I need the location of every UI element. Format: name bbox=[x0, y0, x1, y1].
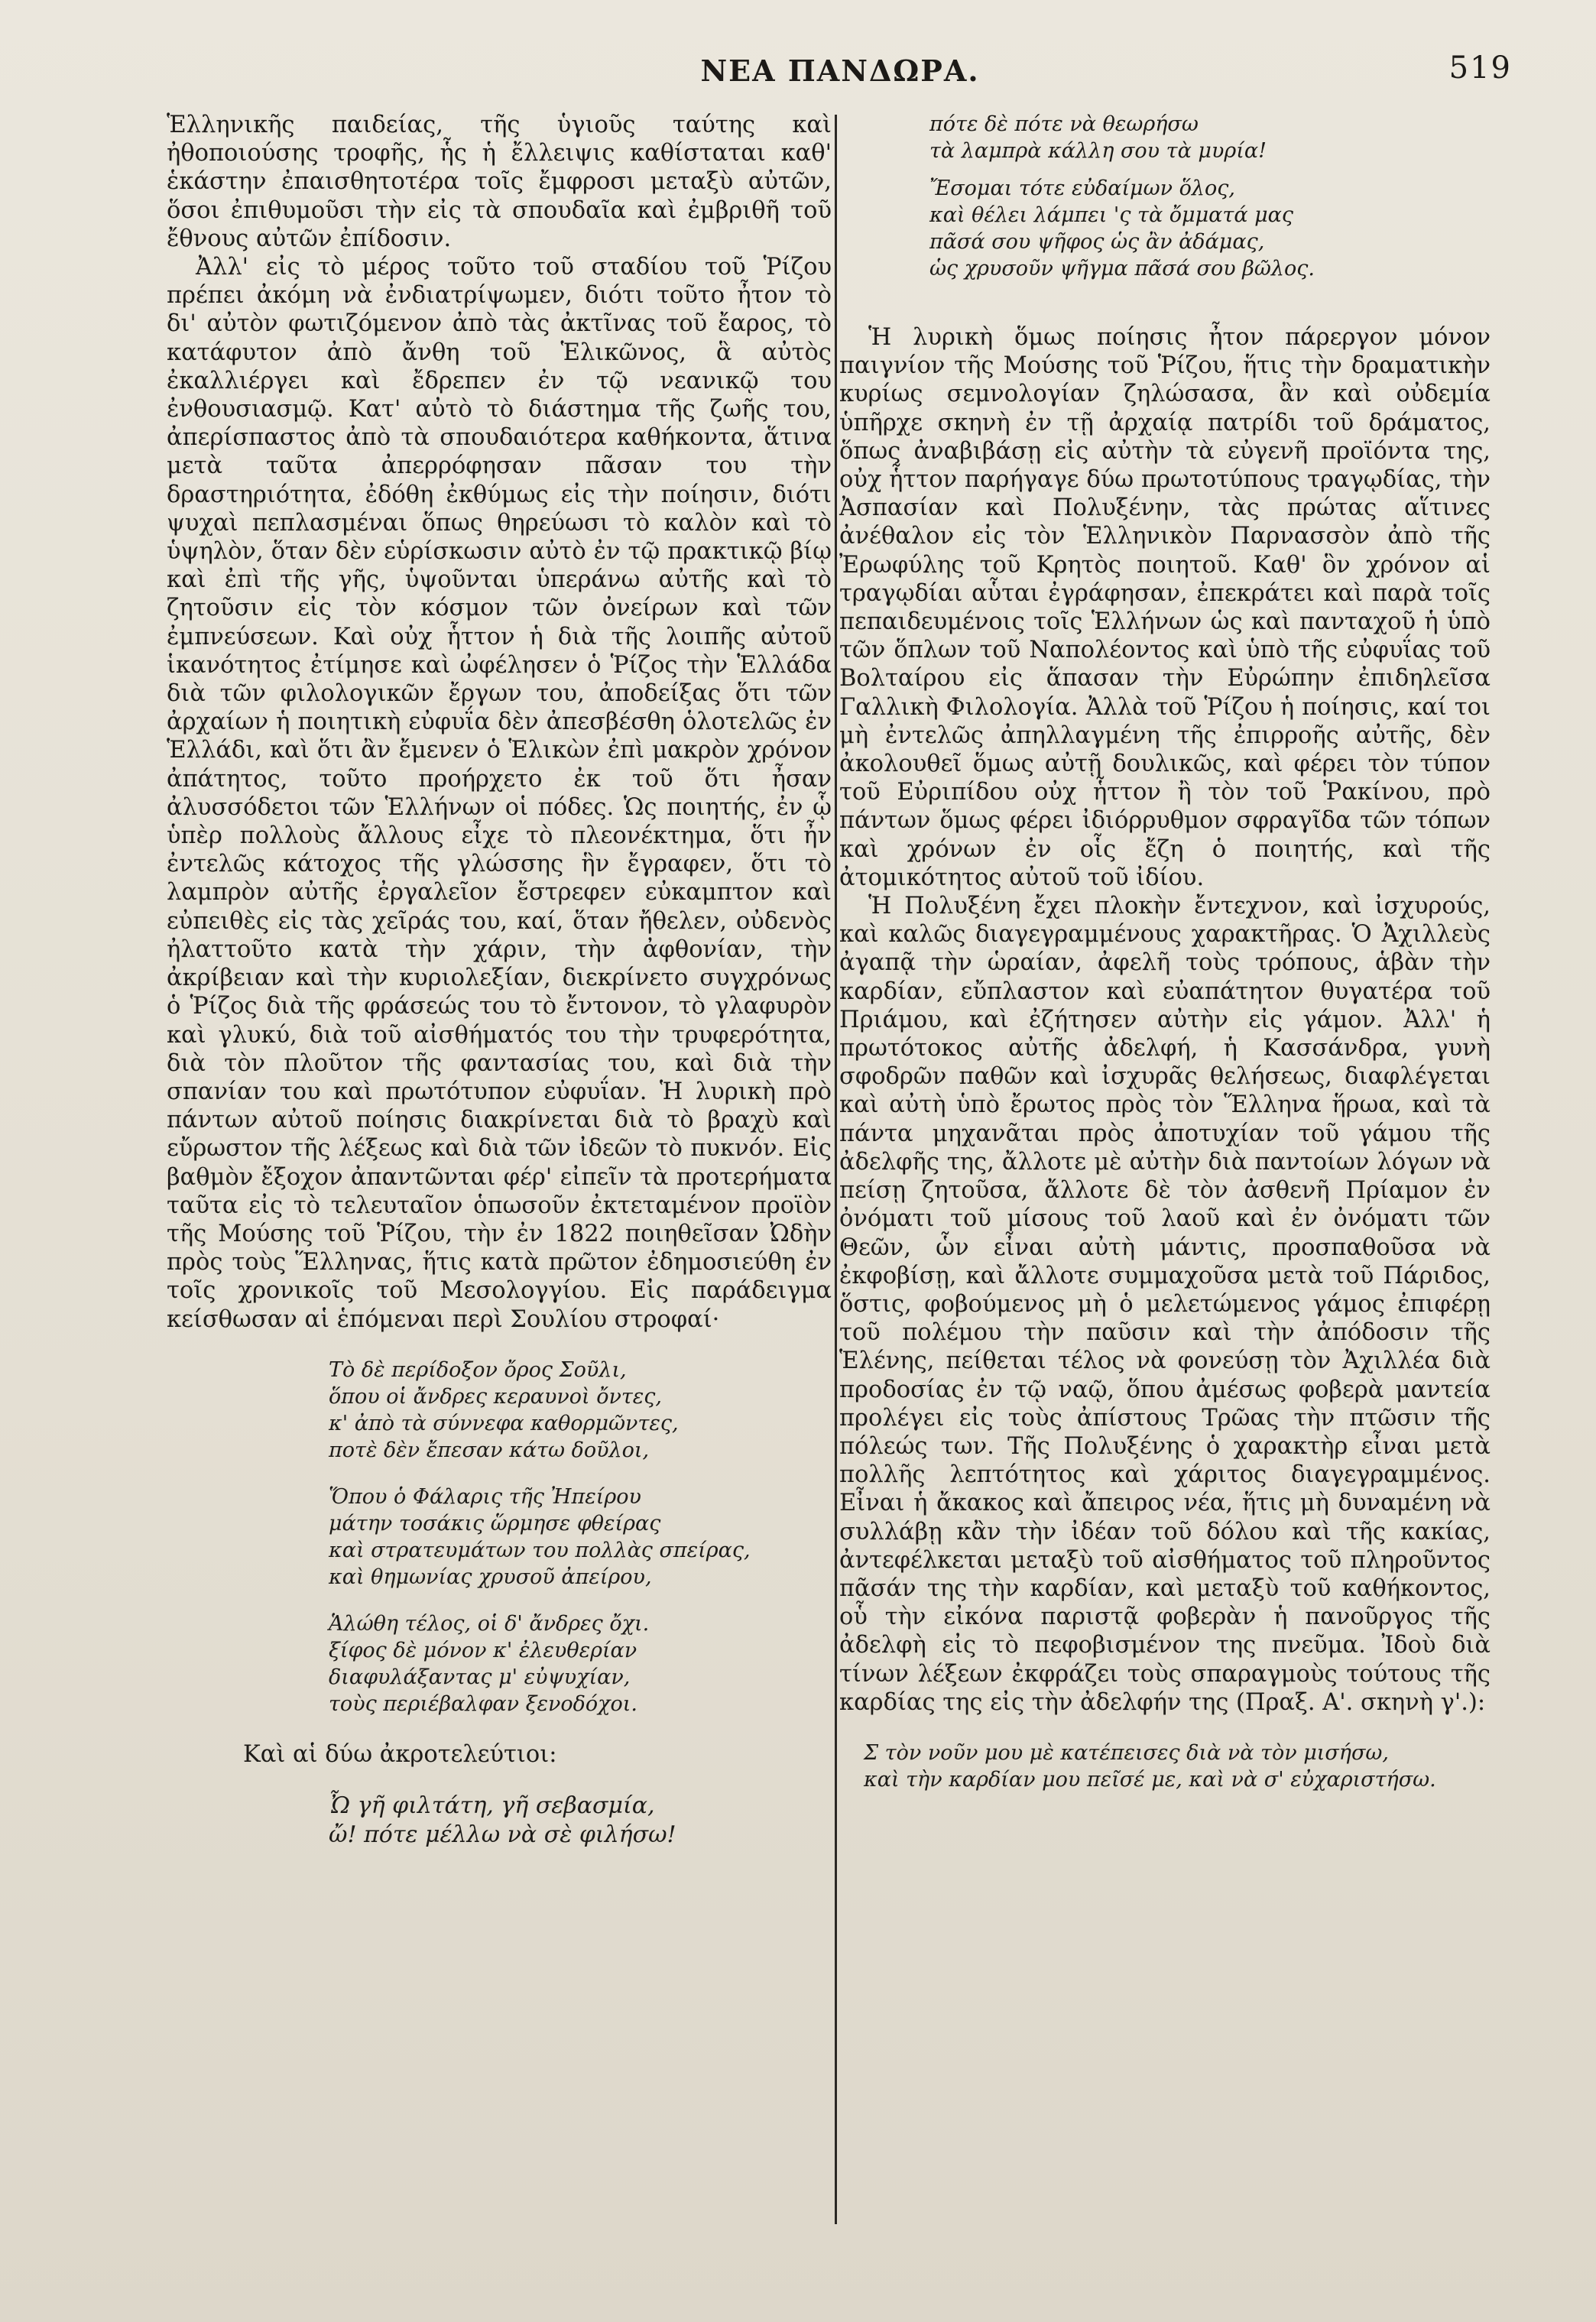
page-number: 519 bbox=[1448, 50, 1512, 86]
verse-line: ὅπου οἱ ἄνδρες κεραυνοὶ ὄντες, bbox=[329, 1384, 662, 1409]
verse-line: Ἁλώθη τέλος, οἱ δ' ἄνδρες ὄχι. bbox=[329, 1611, 650, 1636]
verse-line: Τὸ δὲ περίδοξον ὄρος Σοῦλι, bbox=[329, 1357, 627, 1382]
verse-line: διαφυλάξαντας μ' εὐψυχίαν, bbox=[329, 1665, 631, 1689]
verse-line: Ὦ γῆ φιλτάτη, γῆ σεβασμία, bbox=[329, 1792, 655, 1819]
stanza-gap bbox=[929, 164, 1491, 175]
left-paragraph-1: Ἑλληνικῆς παιδείας, τῆς ὑγιοῦς ταύτης καὶ ἠθοποιούσης τροφῆς, ἧς ἡ ἔλλειψις καθίσταται καθ' ἑκάστην ἐπαισθητοτέρα τοῖς ἔμφροσι μεταξὺ αὐτῶν, ὅσοι ἐπιθυμοῦσι τὴν εἰς τὰ σπουδαῖα καὶ ἐμβριθῆ τοῦ ἔθνους αὐτῶν ἐπίδοσιν. bbox=[167, 112, 832, 252]
running-title: ΝΕΑ ΠΑΝΔΩΡΑ. bbox=[700, 54, 980, 88]
verse-line: Σ τὸν νοῦν μου μὲ κατέπεισες διὰ νὰ τὸν μισήσω, bbox=[864, 1740, 1390, 1765]
verse-line: κ' ἀπὸ τὰ σύννεφα καθορμῶντες, bbox=[329, 1411, 679, 1435]
souli-verse bbox=[329, 1357, 832, 1717]
verse-line: καὶ θημωνίας χρυσοῦ ἀπείρου, bbox=[329, 1565, 652, 1589]
verse-line: τοὺς περιέβαλφαν ξενοδόχοι. bbox=[329, 1691, 637, 1716]
verse-line: καὶ στρατευμάτων του πολλὰς σπείρας, bbox=[329, 1538, 751, 1562]
stanza-gap bbox=[329, 1591, 832, 1610]
page-header bbox=[168, 50, 1512, 99]
verse-line: καὶ τὴν καρδίαν μου πεῖσέ με, καὶ νὰ σ' εὐχαριστήσω. bbox=[864, 1767, 1436, 1792]
verse-line: ξίφος δὲ μόνον κ' ἐλευθερίαν bbox=[329, 1638, 637, 1662]
right-paragraph-1: Ἡ λυρικὴ ὅμως ποίησις ἦτον πάρεργον μόνον παιγνίον τῆς Μούσης τοῦ Ῥίζου, ἥτις τὴν δραματικὴν κυρίως σεμνολογίαν ζηλώσασα, ἂν καὶ οὐδεμία ὑπῆρχε σκηνὴ ἐν τῇ ἀρχαίᾳ πατρίδι τοῦ δράματος, ὅπως ἀναβιβάσῃ εἰς αὐτὴν τὰ εὐγενῆ προϊόντα της, οὐχ ἧττον παρήγαγε δύω πρωτοτύπους τραγῳδίας, τὴν Ἀσπασίαν καὶ Πολυξένην, τὰς πρώτας αἵτινες ἀνέθαλον εἰς τὸν Ἑλληνικὸν Παρνασσὸν ἀπὸ τῆς Ἐρωφύλης τοῦ Κρητὸς ποιητοῦ. Καθ' ὃν χρόνον αἱ τραγῳδίαι αὗται ἐγράφησαν, ἐπεκράτει καὶ παρὰ τοῖς πεπαιδευμένοις τοῖς Ἑλλήνων ὡς καὶ πανταχοῦ ἡ ὑπὸ τῶν ὅπλων τοῦ Ναπολέοντος καὶ ὑπὸ τῆς εὐφυΐας τοῦ Βολταίρου εἰς ἅπασαν τὴν Εὐρώπην ἐπιδηλεῖσα Γαλλικὴ Φιλολογία. Ἀλλὰ τοῦ Ῥίζου ἡ ποίησις, καί τοι μὴ ἐντελῶς ἀπηλλαγμένη τῆς ἐπιρροῆς αὐτῆς, δὲν ἀκολουθεῖ ὅμως αὐτῇ δουλικῶς, καὶ φέρει τὸν τύπον τοῦ Εὐριπίδου οὐχ ἧττον ἢ τὸν τοῦ Ῥακίνου, πρὸ πάντων ὅμως φέρει ἰδιόρρυθμον σφραγῖδα τῶν τόπων καὶ χρόνων ἐν οἷς ἔζη ὁ ποιητής, καὶ τῆς ἀτομικότητος αὐτοῦ τοῦ ἰδίου. bbox=[839, 324, 1491, 891]
verse-line: μάτην τοσάκις ὥρμησε φθείρας bbox=[329, 1511, 661, 1536]
verse-bottom bbox=[864, 1740, 1491, 1793]
closing-intro: Καὶ αἱ δύω ἀκροτελεύτιοι: bbox=[243, 1740, 557, 1768]
stanza-gap bbox=[329, 1464, 832, 1484]
verse-line: τὰ λαμπρὰ κάλλη σου τὰ μυρία! bbox=[929, 139, 1267, 163]
verse-line: Ὅπου ὁ Φάλαρις τῆς Ἠπείρου bbox=[329, 1484, 641, 1509]
verse-line: ὡς χρυσοῦν ψῆγμα πᾶσά σου βῶλος. bbox=[929, 257, 1315, 281]
verse-line: πᾶσά σου ψῆφος ὡς ἂν ἀδάμας, bbox=[929, 230, 1265, 254]
verse-line: ὤ! πότε μέλλω νὰ σὲ φιλήσω! bbox=[329, 1821, 676, 1848]
column-rule bbox=[835, 115, 837, 2224]
right-column bbox=[839, 111, 1491, 1793]
left-paragraph-2: Ἀλλ' εἰς τὸ μέρος τοῦτο τοῦ σταδίου τοῦ Ῥίζου πρέπει ἀκόμη νὰ ἐνδιατρίψωμεν, διότι τοῦτο ἦτον τὸ δι' αὐτὸν φωτιζόμενον ἀπὸ τὰς ἀκτῖνας τοῦ ἔαρος, τὸ κατάφυτον ἀπὸ ἄνθη τοῦ Ἑλικῶνος, ἃ αὐτὸς ἐκαλλιέργει καὶ ἔδρεπεν ἐν τῷ νεανικῷ του ἐνθουσιασμῷ. Κατ' αὐτὸ τὸ διάστημα τῆς ζωῆς του, ἀπερίσπαστος ἀπὸ τὰ σπουδαιότερα καθήκοντα, ἅτινα μετὰ ταῦτα ἀπερρόφησαν πᾶσαν του τὴν δραστηριότητα, ἐδόθη ἐκθύμως εἰς τὴν ποίησιν, διότι ψυχαὶ πεπλασμέναι ὅπως θηρεύωσι τὸ καλὸν καὶ τὸ ὑψηλὸν, ὅταν δὲν εὑρίσκωσιν αὐτὸ ἐν τῷ πρακτικῷ βίῳ καὶ ἐπὶ τῆς γῆς, ὑψοῦνται ὑπεράνω αὐτῆς καὶ τὸ ζητοῦσιν εἰς τὸν κόσμον τῶν ὀνείρων καὶ τῶν ἐμπνεύσεων. Καὶ οὐχ ἧττον ἡ διὰ τῆς λοιπῆς αὐτοῦ ἱκανότητος ἐτίμησε καὶ ὠφέλησεν ὁ Ῥίζος τὴν Ἑλλάδα διὰ τῶν φιλολογικῶν ἔργων του, ἀποδείξας ὅτι τῶν ἀρχαίων ἡ ποιητικὴ εὐφυΐα δὲν ἀπεσβέσθη ὁλοτελῶς ἐν Ἑλλάδι, καὶ ὅτι ἂν ἔμενεν ὁ Ἑλικὼν ἐπὶ μακρὸν χρόνον ἀπάτητος, τοῦτο προήρχετο ἐκ τοῦ ὅτι ἦσαν ἀλυσσόδετοι τῶν Ἑλλήνων οἱ πόδες. Ὡς ποιητής, ἐν ᾧ ὑπὲρ πολλοὺς ἄλλους εἶχε τὸ πλεονέκτημα, ὅτι ἦν ἐντελῶς κάτοχος τῆς γλώσσης ἣν ἔγραφεν, ὅτι τὸ λαμπρὸν αὐτῆς ἐργαλεῖον ἔστρεφεν εὐκαμπτον καὶ εὐπειθὲς εἰς τὰς χεῖράς του, καί, ὅταν ἤθελεν, οὐδενὸς ἠλαττοῦτο κατὰ τὴν χάριν, τὴν ἀφθονίαν, τὴν ἀκρίβειαν καὶ τὴν κυριολεξίαν, διεκρίνετο συγχρόνως ὁ Ῥίζος διὰ τῆς φράσεώς του τὸ ἔντονον, τὸ γλαφυρὸν καὶ γλυκύ, διὰ τοῦ αἰσθήματός του τὴν τρυφερότητα, διὰ τὸν πλοῦτον τῆς φαντασίας του, καὶ διὰ τὴν σπανίαν του καὶ πρωτότυπον εὐφυΐαν. Ἡ λυρικὴ πρὸ πάντων αὐτοῦ ποίησις διακρίνεται διὰ τὸ βραχὺ καὶ εὔρωστον τῆς λέξεως καὶ διὰ τῶν ἰδεῶν τὸ πυκνόν. Εἰς βαθμὸν ἔξοχον ἀπαντῶνται φέρ' εἰπεῖν τὰ προτερήματα ταῦτα εἰς τὸ τελευταῖον ὁπωσοῦν ἐκτεταμένον προϊὸν τῆς Μούσης τοῦ Ῥίζου, τὴν ἐν 1822 ποιηθεῖσαν Ὠδὴν πρὸς τοὺς Ἕλληνας, ἥτις κατὰ πρῶτον ἐδημοσιεύθη ἐν τοῖς χρονικοῖς τοῦ Μεσολογγίου. Εἰς παράδειγμα κείσθωσαν αἱ ἑπόμεναι περὶ Σουλίου στροφαί· bbox=[167, 254, 832, 1333]
verse-line: ποτὲ δὲν ἔπεσαν κάτω δοῦλοι, bbox=[329, 1438, 650, 1462]
closing-verse bbox=[329, 1792, 832, 1850]
left-column bbox=[167, 111, 832, 1850]
verse-line: Ἔσομαι τότε εὐδαίμων ὅλος, bbox=[929, 177, 1235, 200]
verse-line: πότε δὲ πότε νὰ θεωρήσω bbox=[929, 112, 1199, 136]
verse-line: καὶ θέλει λάμπει 'ς τὰ ὄμματά μας bbox=[929, 203, 1294, 227]
right-paragraph-2: Ἡ Πολυξένη ἔχει πλοκὴν ἔντεχνον, καὶ ἰσχυρούς, καὶ καλῶς διαγεγραμμένους χαρακτῆρας. Ὁ Ἀχιλλεὺς ἀγαπᾷ τὴν ὡραίαν, ἀφελῆ τοὺς τρόπους, ἁβὰν τὴν καρδίαν, εὔπλαστον καὶ εὐαπάτητον θυγατέρα τοῦ Πριάμου, καὶ ἐζήτησεν αὐτὴν εἰς γάμον. Ἀλλ' ἡ πρωτότοκος αὐτῆς ἀδελφή, ἡ Κασσάνδρα, γυνὴ σφοδρῶν παθῶν καὶ ἰσχυρᾶς θελήσεως, διαφλέγεται καὶ αὐτὴ ὑπὸ ἔρωτος πρὸς τὸν Ἕλληνα ἥρωα, καὶ τὰ πάντα μηχανᾶται πρὸς ἀποτυχίαν τοῦ γάμου τῆς ἀδελφῆς της, ἄλλοτε μὲ αὐτὴν διὰ παντοίων λόγων νὰ πείσῃ ζητοῦσα, ἄλλοτε δὲ τὸν ἀσθενῆ Πρίαμον ἐν ὀνόματι τοῦ μίσους τοῦ λαοῦ καὶ ἐν ὀνόματι τῶν Θεῶν, ὧν εἶναι αὐτὴ μάντις, προσπαθοῦσα νὰ ἐκφοβίσῃ, καὶ ἄλλοτε συμμαχοῦσα μετὰ τοῦ Πάριδος, ὅστις, φοβούμενος μὴ ὁ μελετώμενος γάμος ἐπιφέρῃ τοῦ πολέμου τὴν παῦσιν καὶ τὴν ἀπόδοσιν τῆς Ἑλένης, πείθεται τέλος νὰ φονεύσῃ τὸν Ἀχιλλέα διὰ προδοσίας ἐν τῷ ναῷ, ὅπου ἀμέσως φοβερὰ μαντεία προλέγει εἰς τοὺς ἀπίστους Τρῶας τὴν πτῶσιν τῆς πόλεώς των. Τῆς Πολυξένης ὁ χαρακτὴρ εἶναι μετὰ πολλῆς λεπτότητος καὶ χάριτος διαγεγραμμένος. Εἶναι ἡ ἄκακος καὶ ἄπειρος νέα, ἥτις μὴ δυναμένη νὰ συλλάβῃ κἂν τὴν ἰδέαν τοῦ δόλου καὶ τῆς κακίας, ἀντεφέλκεται μεταξὺ τοῦ αἰσθήματος τοῦ πληροῦντος πᾶσάν της τὴν καρδίαν, καὶ μεταξὺ τοῦ καθήκοντος, οὗ τὴν εἰκόνα παριστᾷ φοβερὰν ἡ πανοῦργος τῆς ἀδελφὴ εἰς τὸ πεφοβισμένον της πνεῦμα. Ἰδοὺ διὰ τίνων λέξεων ἐκφράζει τοὺς σπαραγμοὺς τούτους τῆς καρδίας της εἰς τὴν ἀδελφήν της (Πραξ. Α'. σκηνὴ γ'.): bbox=[839, 893, 1491, 1716]
verse-top bbox=[929, 111, 1491, 282]
